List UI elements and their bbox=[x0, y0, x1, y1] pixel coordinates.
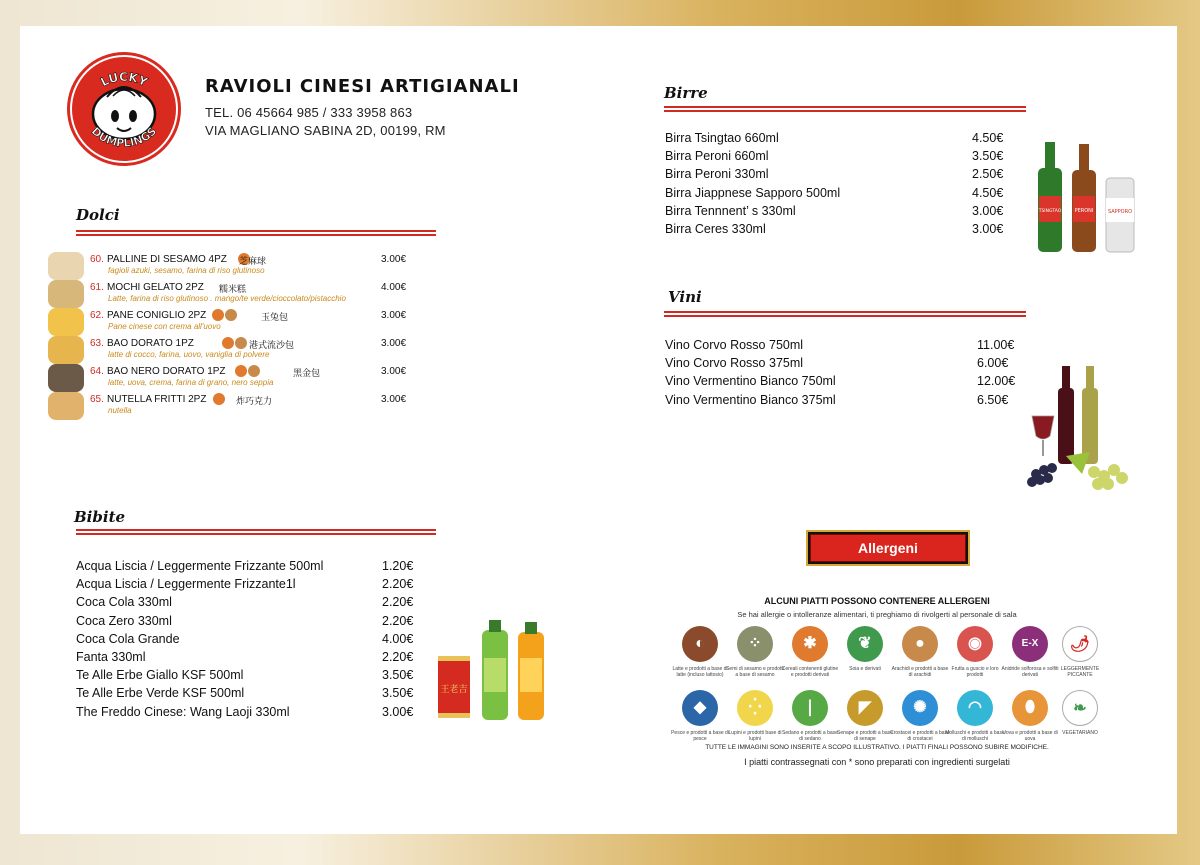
dessert-photo bbox=[48, 280, 84, 308]
dessert-photo bbox=[48, 364, 84, 392]
fish-icon: ◆ bbox=[682, 690, 718, 726]
allergeni-button: Allergeni bbox=[810, 534, 966, 562]
milk-icon: ◐ bbox=[682, 626, 718, 662]
dolci-divider bbox=[76, 230, 436, 236]
item-name: NUTELLA FRITTI 2PZ bbox=[107, 394, 207, 405]
dolce-item bbox=[20, 282, 420, 310]
logo-text-top: LUCKY bbox=[98, 69, 150, 90]
beer-price: 4.50€ bbox=[972, 185, 1004, 200]
logo bbox=[67, 52, 181, 166]
item-name: MOCHI GELATO 2PZ bbox=[107, 282, 204, 293]
drink-price: 3.50€ bbox=[382, 686, 414, 701]
vini-title: Vini bbox=[668, 288, 702, 306]
phone: TEL. 06 45664 985 / 333 3958 863 bbox=[205, 105, 413, 120]
wheat-icon: ✱ bbox=[792, 626, 828, 662]
wine-name: Vino Corvo Rosso 750ml bbox=[665, 338, 804, 352]
item-chinese-name: 玉兔包 bbox=[261, 313, 289, 323]
item-number: 63. bbox=[90, 338, 104, 349]
allergen-caption: Frutta a guscio e loro prodotti bbox=[951, 666, 999, 678]
wine-price: 6.50€ bbox=[977, 392, 1009, 407]
drink-price: 2.20€ bbox=[382, 595, 414, 610]
item-price: 3.00€ bbox=[381, 394, 407, 405]
allergen-caption: Semi di sesamo e prodotti a base di sesamo bbox=[726, 666, 784, 678]
allergen-dot-icon bbox=[235, 365, 247, 377]
allergen-caption: Uova e prodotti a base di uova bbox=[1002, 730, 1058, 742]
allergen-caption: Pesce e prodotti a base di pesce bbox=[671, 730, 729, 742]
birre-title: Birre bbox=[664, 84, 708, 102]
item-number: 62. bbox=[90, 310, 104, 321]
item-description: nutella bbox=[108, 406, 132, 415]
nut-icon: ◉ bbox=[957, 626, 993, 662]
allergeni-heading: ALCUNI PIATTI POSSONO CONTENERE ALLERGENI bbox=[764, 596, 990, 606]
dolce-item bbox=[20, 254, 420, 282]
item-chinese-name: 糯米糕 bbox=[219, 285, 247, 295]
wine-price: 12.00€ bbox=[977, 374, 1016, 389]
item-number: 61. bbox=[90, 282, 104, 293]
item-chinese-name: 港式流沙包 bbox=[249, 341, 295, 351]
wine-name: Vino Corvo Rosso 375ml bbox=[665, 356, 804, 371]
can-text: 王老吉 bbox=[440, 685, 468, 695]
item-chinese-name: 芝麻球 bbox=[239, 257, 267, 267]
item-description: latte, uova, crema, farina di grano, nero seppia bbox=[108, 378, 274, 387]
birre-divider bbox=[664, 106, 1026, 112]
illustrative-notice: TUTTE LE IMMAGINI SONO INSERITE A SCOPO ILLUSTRATIVO. I PIATTI FINALI POSSONO SUBIRE MODIFICHE. bbox=[705, 744, 1049, 751]
item-number: 60. bbox=[90, 254, 104, 265]
drink-name: Acqua Liscia / Leggermente Frizzante1l bbox=[76, 577, 296, 592]
beer-name: Birra Jiappnese Sapporo 500ml bbox=[665, 185, 841, 200]
bibite-title: Bibite bbox=[74, 508, 126, 526]
beer-name: Birra Peroni 330ml bbox=[665, 167, 769, 182]
allergen-caption: Anidride solforosa e solfiti derivati bbox=[1001, 666, 1059, 678]
item-description: Pane cinese con crema all'uovo bbox=[108, 322, 221, 331]
allergen-dot-icon bbox=[235, 337, 247, 349]
drink-name: Te Alle Erbe Verde KSF 500ml bbox=[76, 686, 245, 701]
item-description: fagioli azuki, sesamo, farina di riso glutinoso bbox=[108, 266, 265, 275]
item-number: 64. bbox=[90, 366, 104, 377]
leaf-icon: ❧ bbox=[1062, 690, 1098, 726]
dolci-title: Dolci bbox=[76, 206, 120, 224]
logo-text-bottom: DUMPLINGS bbox=[88, 124, 160, 150]
allergen-caption: Soia e derivati bbox=[849, 666, 881, 672]
menu-page bbox=[20, 26, 1177, 834]
item-chinese-name: 炸巧克力 bbox=[236, 397, 273, 407]
drink-name: Coca Cola 330ml bbox=[76, 595, 172, 610]
drink-name: Acqua Liscia / Leggermente Frizzante 500ml bbox=[76, 559, 324, 573]
item-name: PALLINE DI SESAMO 4PZ bbox=[107, 254, 227, 265]
beer-price: 2.50€ bbox=[972, 167, 1004, 182]
dolce-item bbox=[20, 366, 420, 394]
allergen-caption: Latte e prodotti a base di latte (incluso lattosio) bbox=[672, 666, 728, 678]
beer-price: 3.00€ bbox=[972, 222, 1004, 236]
drink-price: 2.20€ bbox=[382, 613, 414, 628]
wine-price: 6.00€ bbox=[977, 356, 1009, 371]
dessert-photo bbox=[48, 336, 84, 364]
soft-drinks-image bbox=[434, 618, 552, 724]
item-price: 3.00€ bbox=[381, 254, 407, 265]
drink-price: 3.00€ bbox=[382, 704, 414, 719]
item-price: 3.00€ bbox=[381, 366, 407, 377]
celery-icon: ❘ bbox=[792, 690, 828, 726]
drink-price: 1.20€ bbox=[382, 559, 414, 573]
beer-bottles-image bbox=[1030, 138, 1146, 254]
beer-price: 4.50€ bbox=[972, 131, 1004, 145]
allergen-caption: Crostacei e prodotti a base di crostacei bbox=[890, 730, 950, 742]
drink-name: Coca Zero 330ml bbox=[76, 613, 172, 628]
wine-price: 11.00€ bbox=[977, 338, 1015, 352]
drink-price: 3.50€ bbox=[382, 668, 414, 683]
drink-name: The Freddo Cinese: Wang Laoji 330ml bbox=[76, 704, 290, 719]
drink-name: Te Alle Erbe Giallo KSF 500ml bbox=[76, 668, 244, 683]
wine-name: Vino Vermentino Bianco 750ml bbox=[665, 374, 836, 389]
soy-icon: ❦ bbox=[847, 626, 883, 662]
item-description: latte di cocco, farina, uovo, vaniglia di polvere bbox=[108, 350, 270, 359]
drink-name: Fanta 330ml bbox=[76, 650, 146, 664]
bottle-label-peroni: PERONI bbox=[1074, 208, 1094, 214]
wine-image bbox=[1010, 364, 1134, 492]
vini-divider bbox=[664, 311, 1026, 317]
allergeni-button-frame bbox=[806, 530, 970, 566]
allergen-caption: Sedano e prodotti a base di sedano bbox=[782, 730, 838, 742]
drink-name: Coca Cola Grande bbox=[76, 631, 180, 646]
allergen-caption: Lupini e prodotti base di lupini bbox=[728, 730, 782, 742]
mustard-icon: ◤ bbox=[847, 690, 883, 726]
dolce-item bbox=[20, 338, 420, 366]
drink-price: 4.00€ bbox=[382, 631, 414, 646]
item-description: Latte, farina di riso glutinoso . mango/te verde/cioccolato/pistacchio bbox=[108, 294, 346, 303]
drink-price: 2.20€ bbox=[382, 650, 414, 664]
lupin-icon: ⁛ bbox=[737, 690, 773, 726]
crab-icon: ✺ bbox=[902, 690, 938, 726]
bottle-label-sapporo: SAPPORO bbox=[1107, 209, 1133, 215]
beer-name: Birra Ceres 330ml bbox=[665, 222, 766, 236]
beer-name: Birra Tsingtao 660ml bbox=[665, 131, 779, 145]
frozen-notice: I piatti contrassegnati con * sono preparati con ingredienti surgelati bbox=[744, 757, 1010, 767]
dessert-photo bbox=[48, 252, 84, 280]
allergen-dot-icon bbox=[248, 365, 260, 377]
sesame-icon: ⁘ bbox=[737, 626, 773, 662]
allergen-caption: Senape e prodotti a base di senape bbox=[837, 730, 893, 742]
allergen-dot-icon bbox=[222, 337, 234, 349]
chili-icon: 🌶 bbox=[1062, 626, 1098, 662]
beer-name: Birra Peroni 660ml bbox=[665, 149, 769, 164]
drink-price: 2.20€ bbox=[382, 577, 414, 592]
allergen-dot-icon bbox=[225, 309, 237, 321]
allergen-dot-icon bbox=[212, 309, 224, 321]
egg-icon: ⬮ bbox=[1012, 690, 1048, 726]
brand-name: RAVIOLI CINESI ARTIGIANALI bbox=[205, 76, 520, 97]
dolce-item bbox=[20, 310, 420, 338]
address: VIA MAGLIANO SABINA 2D, 00199, RM bbox=[205, 123, 446, 138]
sulphite-icon: E-X bbox=[1012, 626, 1048, 662]
item-chinese-name: 黑金包 bbox=[293, 369, 321, 379]
allergen-caption: Cereali contenenti glutine e prodotti derivati bbox=[781, 666, 839, 678]
allergeni-subheading: Se hai allergie o intolleranze alimentari, ti preghiamo di rivolgerti al personale di sala bbox=[737, 610, 1017, 619]
item-name: BAO DORATO 1PZ bbox=[107, 338, 194, 349]
dessert-photo bbox=[48, 308, 84, 336]
peanut-icon: ● bbox=[902, 626, 938, 662]
bibite-divider bbox=[76, 529, 436, 535]
item-price: 4.00€ bbox=[381, 282, 407, 293]
item-price: 3.00€ bbox=[381, 310, 407, 321]
allergen-caption: Molluschi e prodotti a base di molluschi bbox=[945, 730, 1005, 742]
bottle-label-tsingtao: TSINGTAO bbox=[1038, 209, 1062, 214]
dessert-photo bbox=[48, 392, 84, 420]
beer-price: 3.50€ bbox=[972, 149, 1004, 164]
beer-price: 3.00€ bbox=[972, 203, 1004, 218]
item-name: PANE CONIGLIO 2PZ bbox=[107, 310, 207, 321]
allergen-dot-icon bbox=[213, 393, 225, 405]
dolce-item bbox=[20, 394, 420, 422]
item-number: 65. bbox=[90, 394, 104, 405]
wine-name: Vino Vermentino Bianco 375ml bbox=[665, 392, 836, 407]
allergen-caption: VEGETARIANO bbox=[1062, 730, 1098, 736]
allergen-caption: Arachidi e prodotti a base di arachidi bbox=[891, 666, 949, 678]
shell-icon: ◠ bbox=[957, 690, 993, 726]
allergen-caption: LEGGERMENTE PICCANTE bbox=[1060, 666, 1100, 678]
item-price: 3.00€ bbox=[381, 338, 407, 349]
beer-name: Birra Tennnent’ s 330ml bbox=[665, 203, 796, 218]
item-name: BAO NERO DORATO 1PZ bbox=[107, 366, 226, 377]
